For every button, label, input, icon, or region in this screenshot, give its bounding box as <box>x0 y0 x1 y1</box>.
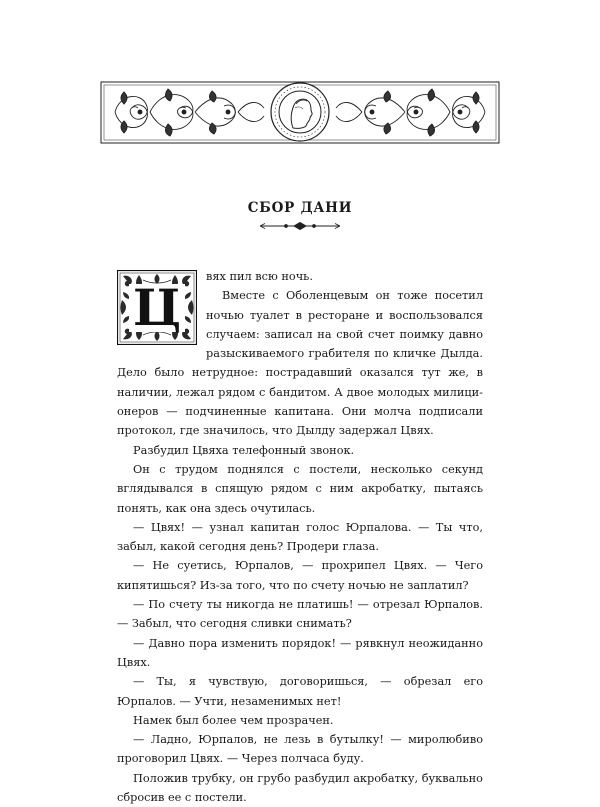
paragraph: Вместе с Оболенцевым он тоже посетил ночью туалет в ресторане и воспользовался случаем: записал на свой счет поимку давно разыскиваемого грабителя по кличке Дылда. Дело было нетрудное: пострадавший оказался тут же, в наличии, лежал рядом с бандитом. А двое молодых милиционеров — подчиненные капитана. Они молча подписали протокол, где значилось, что Дылду задержал Цвях. <box>117 289 483 438</box>
chapter-title: СБОР ДАНИ <box>247 200 353 216</box>
paragraph: Намек был более чем прозрачен. <box>133 713 334 727</box>
paragraph: Он с трудом поднялся с постели, несколько секунд вглядывался в спящую рядом с ним акробатку, пытаясь понять, как она здесь очутилась. <box>117 462 483 515</box>
paragraph: — Цвях! — узнал капитан голос Юрпалова. — Ты что, забыл, какой сегодня день? Продери глаза. <box>117 520 483 554</box>
paragraph: вях пил всю ночь. <box>206 270 313 283</box>
paragraph: Разбудил Цвяха телефонный звонок. <box>133 443 355 457</box>
chapter-body <box>117 267 483 807</box>
paragraph: — По счету ты никогда не платишь! — отрезал Юрпалов. — Забыл, что сегодня сливки снимать? <box>117 598 483 631</box>
title-flourish-divider <box>258 222 342 230</box>
drop-cap <box>117 270 197 345</box>
paragraph: — Давно пора изменить порядок! — рявкнул неожиданно Цвях. <box>117 636 483 669</box>
paragraph: — Не суетись, Юрпалов, — прохрипел Цвях. — Чего кипятишься? Из-за того, что по счету ночью не заплатил? <box>117 559 483 592</box>
paragraph: — Ты, я чувствую, договоришься, — обрезал его Юрпалов. — Учти, незаменимых нет! <box>117 675 483 708</box>
paragraph: — Ладно, Юрпалов, не лезь в бутылку! — миролюбиво проговорил Цвях. — Через полчаса буду. <box>117 733 483 766</box>
flourish-icon <box>260 223 340 230</box>
paragraph: Положив трубку, он грубо разбудил акробатку, буквально сбросив ее с постели. <box>117 771 483 805</box>
drop-cap-letter: Ц <box>129 284 185 332</box>
headpiece-ornament <box>100 80 500 145</box>
cameo-portrait-icon <box>271 83 329 141</box>
